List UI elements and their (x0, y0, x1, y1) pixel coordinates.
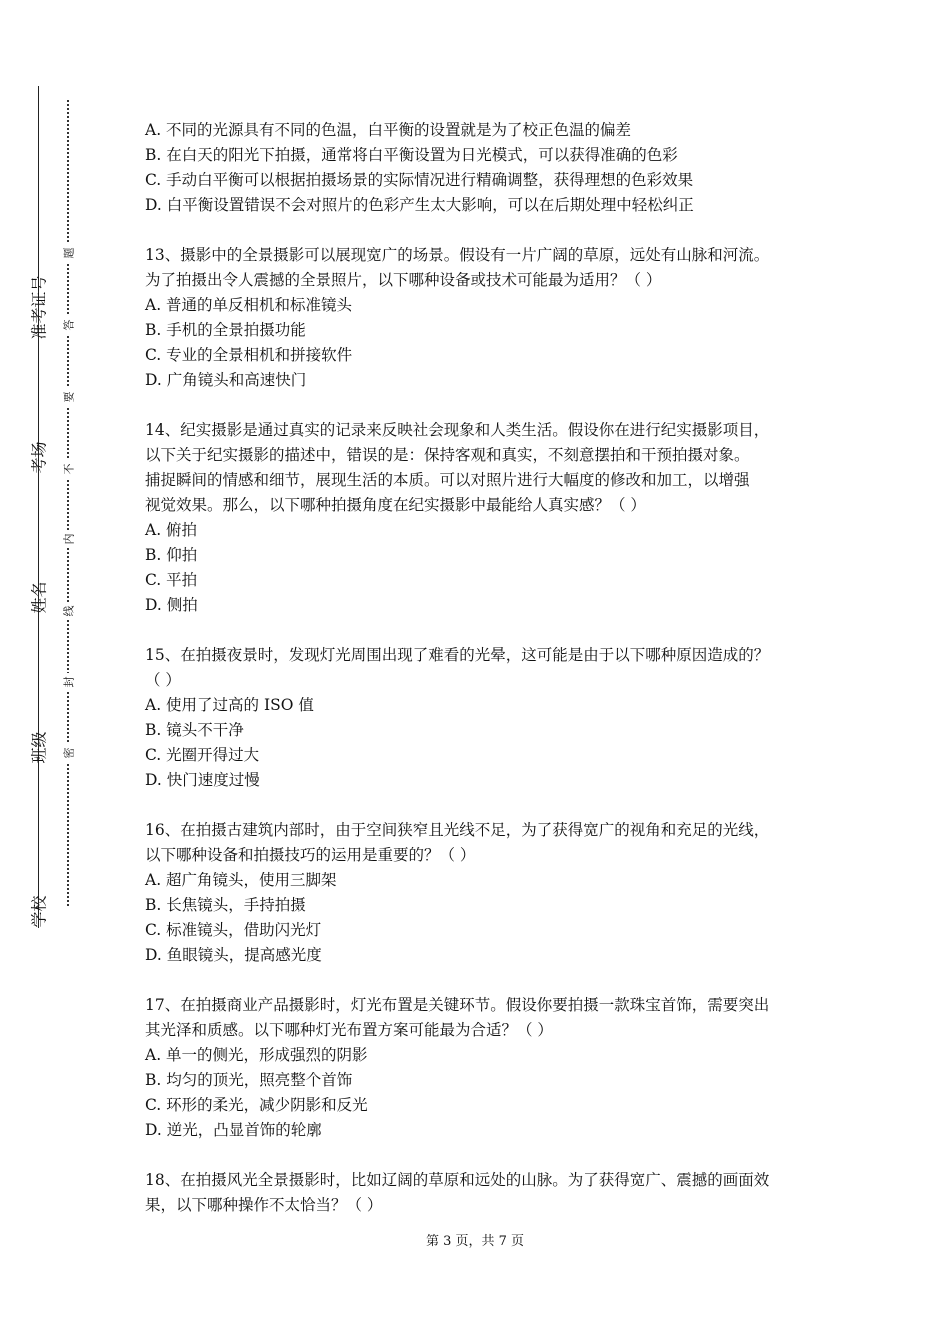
question-content (145, 118, 815, 1218)
option: A. 单一的侧光，形成强烈的阴影 (145, 1046, 368, 1064)
option: B. 手机的全景拍摄功能 (145, 321, 306, 339)
question-15-stem: 15、在拍摄夜景时，发现灯光周围出现了难看的光晕，这可能是由于以下哪种原因造成的？ (145, 646, 770, 664)
seal-char: 线 (59, 602, 77, 620)
seal-char: 要 (59, 388, 77, 406)
field-exam-number: 准考证号 (29, 274, 49, 340)
field-school: 学校 (29, 894, 49, 928)
option: D. 鱼眼镜头，提高感光度 (145, 946, 322, 964)
question-13-stem: 为了拍摄出令人震撼的全景照片，以下哪种设备或技术可能最为适用？（ ） (145, 271, 662, 289)
option: A. 普通的单反相机和标准镜头 (145, 296, 353, 314)
binding-solid-line (38, 86, 39, 928)
question-15-stem: （ ） (145, 671, 181, 689)
seal-char: 题 (59, 244, 77, 262)
question-14-stem: 14、纪实摄影是通过真实的记录来反映社会现象和人类生活。假设你在进行纪实摄影项目， (145, 421, 770, 439)
page-footer: 第 3 页，共 7 页 (425, 1234, 525, 1249)
question-17-stem: 其光泽和质感。以下哪种灯光布置方案可能最为合适？（ ） (145, 1021, 553, 1039)
option: A. 超广角镜头，使用三脚架 (145, 871, 337, 889)
field-exam-room: 考场 (29, 440, 49, 474)
question-14-stem: 以下关于纪实摄影的描述中，错误的是：保持客观和真实，不刻意摆拍和干预拍摄对象。 (145, 446, 750, 464)
option: A. 使用了过高的 ISO 值 (145, 696, 314, 714)
question-18-stem: 18、在拍摄风光全景摄影时，比如辽阔的草原和远处的山脉。为了获得宽广、震撼的画面效 (145, 1171, 770, 1189)
option: C. 标准镜头，借助闪光灯 (145, 921, 322, 939)
option: B. 仰拍 (145, 546, 198, 564)
option: C. 环形的柔光，减少阴影和反光 (145, 1096, 368, 1114)
option: A. 不同的光源具有不同的色温，白平衡的设置就是为了校正色温的偏差 (145, 121, 632, 139)
option: D. 广角镜头和高速快门 (145, 371, 307, 389)
question-16-stem: 以下哪种设备和拍摄技巧的运用是重要的？（ ） (145, 846, 476, 864)
option: D. 快门速度过慢 (145, 771, 260, 789)
option: B. 均匀的顶光，照亮整个首饰 (145, 1071, 353, 1089)
seal-char: 内 (59, 530, 77, 548)
option: C. 平拍 (145, 571, 198, 589)
seal-dotted-line (67, 100, 69, 906)
option: C. 光圈开得过大 (145, 746, 260, 764)
field-name: 姓名 (29, 580, 49, 614)
binding-margin (0, 0, 110, 1344)
option: C. 手动白平衡可以根据拍摄场景的实际情况进行精确调整，获得理想的色彩效果 (145, 171, 694, 189)
question-13-stem: 13、摄影中的全景摄影可以展现宽广的场景。假设有一片广阔的草原，远处有山脉和河流。 (145, 246, 770, 264)
option: D. 逆光，凸显首饰的轮廓 (145, 1121, 322, 1139)
field-class: 班级 (29, 730, 49, 764)
option: B. 长焦镜头，手持拍摄 (145, 896, 306, 914)
question-14-stem: 视觉效果。那么，以下哪种拍摄角度在纪实摄影中最能给人真实感？（ ） (145, 496, 646, 514)
question-14-stem: 捕捉瞬间的情感和细节，展现生活的本质。可以对照片进行大幅度的修改和加工，以增强 (145, 471, 750, 489)
question-18-stem: 果，以下哪种操作不太恰当？（ ） (145, 1196, 383, 1214)
seal-char: 不 (59, 460, 77, 478)
option: C. 专业的全景相机和拼接软件 (145, 346, 353, 364)
seal-char: 答 (59, 316, 77, 334)
seal-char: 封 (59, 673, 77, 691)
option: D. 侧拍 (145, 596, 198, 614)
option: D. 白平衡设置错误不会对照片的色彩产生太大影响，可以在后期处理中轻松纠正 (145, 196, 694, 214)
option: B. 在白天的阳光下拍摄，通常将白平衡设置为日光模式，可以获得准确的色彩 (145, 146, 678, 164)
option: A. 俯拍 (145, 521, 198, 539)
question-16-stem: 16、在拍摄古建筑内部时，由于空间狭窄且光线不足，为了获得宽广的视角和充足的光线， (145, 821, 770, 839)
seal-char: 密 (59, 744, 77, 762)
option: B. 镜头不干净 (145, 721, 244, 739)
question-17-stem: 17、在拍摄商业产品摄影时，灯光布置是关键环节。假设你要拍摄一款珠宝首饰，需要突出 (145, 996, 770, 1014)
